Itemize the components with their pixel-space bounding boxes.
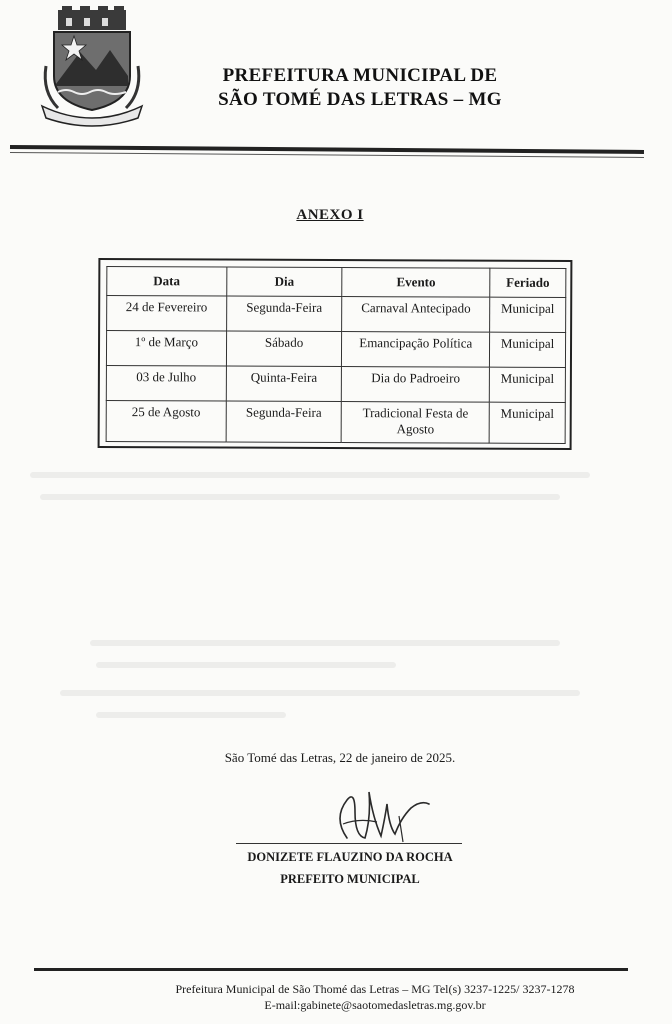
handwritten-signature	[325, 778, 435, 850]
cell-event: Emancipação Política	[342, 332, 490, 368]
cell-weekday: Quinta-Feira	[226, 366, 342, 402]
annex-title: ANEXO I	[296, 207, 364, 223]
place-and-date: São Tomé das Letras, 22 de janeiro de 2025.	[224, 750, 456, 765]
bleed-through-mark	[60, 690, 580, 696]
cell-event: Carnaval Antecipado	[342, 297, 490, 333]
bleed-through-mark	[30, 472, 590, 478]
footer-contact: Prefeitura Municipal de São Thomé das Letras – MG Tel(s) 3237-1225/ 3237-1278	[175, 982, 575, 996]
cell-date: 25 de Agosto	[106, 401, 226, 443]
holiday-table-frame	[98, 258, 573, 450]
signature-line	[236, 843, 462, 844]
cell-holiday-type: Municipal	[490, 297, 566, 332]
cell-weekday: Segunda-Feira	[226, 401, 342, 443]
column-header-feriado: Feriado	[490, 268, 566, 297]
table-header-row	[107, 267, 566, 298]
table-row	[106, 331, 565, 368]
bleed-through-mark	[96, 712, 286, 718]
signer-name: DONIZETE FLAUZINO DA ROCHA	[247, 850, 453, 864]
table-row	[107, 296, 566, 333]
header-line-2: SÃO TOMÉ DAS LETRAS – MG	[218, 89, 502, 110]
cell-event: Tradicional Festa de Agosto	[342, 402, 490, 444]
table-row	[106, 366, 565, 403]
cell-event: Dia do Padroeiro	[342, 367, 490, 403]
cell-holiday-type: Municipal	[489, 402, 565, 443]
bleed-through-mark	[90, 640, 560, 646]
header-line-1: PREFEITURA MUNICIPAL DE	[222, 65, 498, 86]
coat-of-arms-logo	[36, 6, 148, 130]
bleed-through-mark	[96, 662, 396, 668]
footer-email: E-mail:gabinete@saotomedasletras.mg.gov.br	[264, 998, 486, 1012]
bleed-through-mark	[40, 494, 560, 500]
cell-date: 1º de Março	[106, 331, 226, 367]
cell-holiday-type: Municipal	[489, 367, 565, 402]
cell-weekday: Segunda-Feira	[226, 296, 342, 332]
holiday-table	[106, 266, 567, 444]
cell-holiday-type: Municipal	[489, 332, 565, 367]
table-row	[106, 401, 565, 444]
column-header-evento: Evento	[342, 268, 490, 298]
column-header-data: Data	[107, 267, 227, 297]
column-header-dia: Dia	[226, 267, 342, 297]
signer-title: PREFEITO MUNICIPAL	[280, 872, 420, 886]
cell-weekday: Sábado	[226, 331, 342, 367]
footer-rule	[34, 968, 628, 971]
cell-date: 03 de Julho	[106, 366, 226, 402]
cell-date: 24 de Fevereiro	[107, 296, 227, 332]
header-title	[190, 64, 530, 112]
